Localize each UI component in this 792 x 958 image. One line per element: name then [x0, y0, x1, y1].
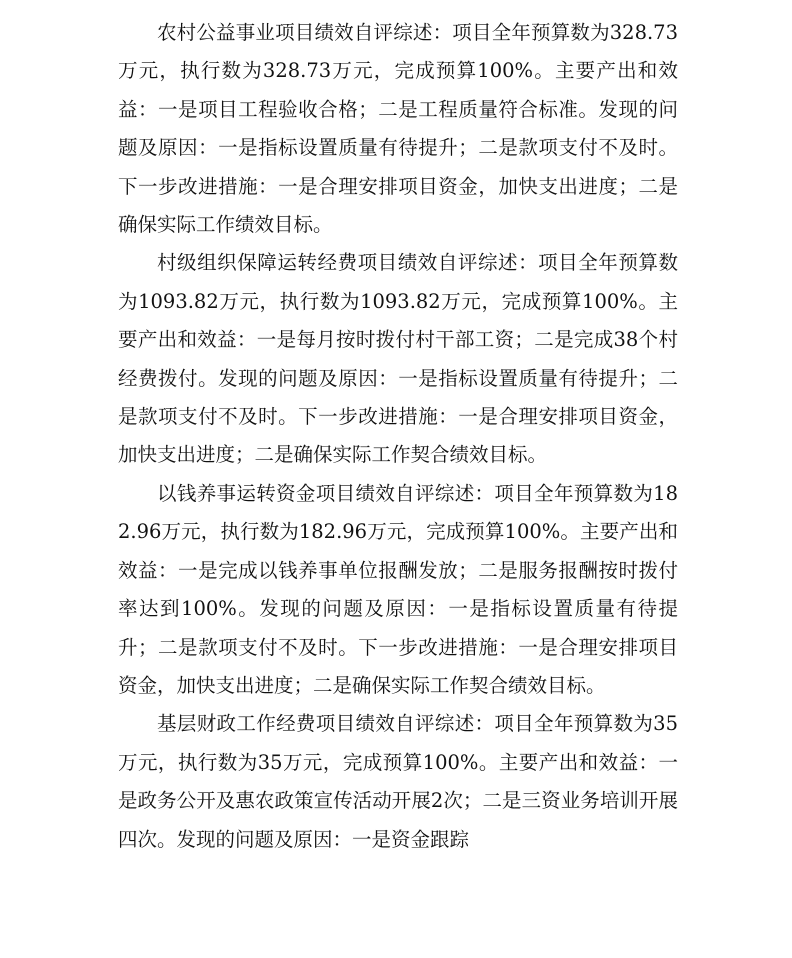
- document-page: [118, 14, 678, 859]
- paragraph-grassroots-finance-funding: 基层财政工作经费项目绩效自评综述：项目全年预算数为35万元，执行数为35万元，完成预算100%。主要产出和效益：一是政务公开及惠农政策宣传活动开展2次；二是三资业务培训开展四次。发现的问题及原因：一是资金跟踪: [118, 712, 678, 851]
- paragraph-money-for-services-funding: 以钱养事运转资金项目绩效自评综述：项目全年预算数为182.96万元，执行数为182.96万元，完成预算100%。主要产出和效益：一是完成以钱养事单位报酬发放；二是服务报酬按时拨付率达到100%。发现的问题及原因：一是指标设置质量有待提升；二是款项支付不及时。下一步改进措施：一是合理安排项目资金，加快支出进度；二是确保实际工作契合绩效目标。: [118, 481, 678, 697]
- paragraph-rural-public-welfare: 农村公益事业项目绩效自评综述：项目全年预算数为328.73万元，执行数为328.73万元，完成预算100%。主要产出和效益：一是项目工程验收合格；二是工程质量符合标准。发现的问题及原因：一是指标设置质量有待提升；二是款项支付不及时。下一步改进措施：一是合理安排项目资金，加快支出进度；二是确保实际工作绩效目标。: [118, 21, 678, 237]
- paragraph-village-organization-funding: 村级组织保障运转经费项目绩效自评综述：项目全年预算数为1093.82万元，执行数为1093.82万元，完成预算100%。主要产出和效益：一是每月按时拨付村干部工资；二是完成38个村经费拨付。发现的问题及原因：一是指标设置质量有待提升；二是款项支付不及时。下一步改进措施：一是合理安排项目资金，加快支出进度；二是确保实际工作契合绩效目标。: [118, 251, 678, 467]
